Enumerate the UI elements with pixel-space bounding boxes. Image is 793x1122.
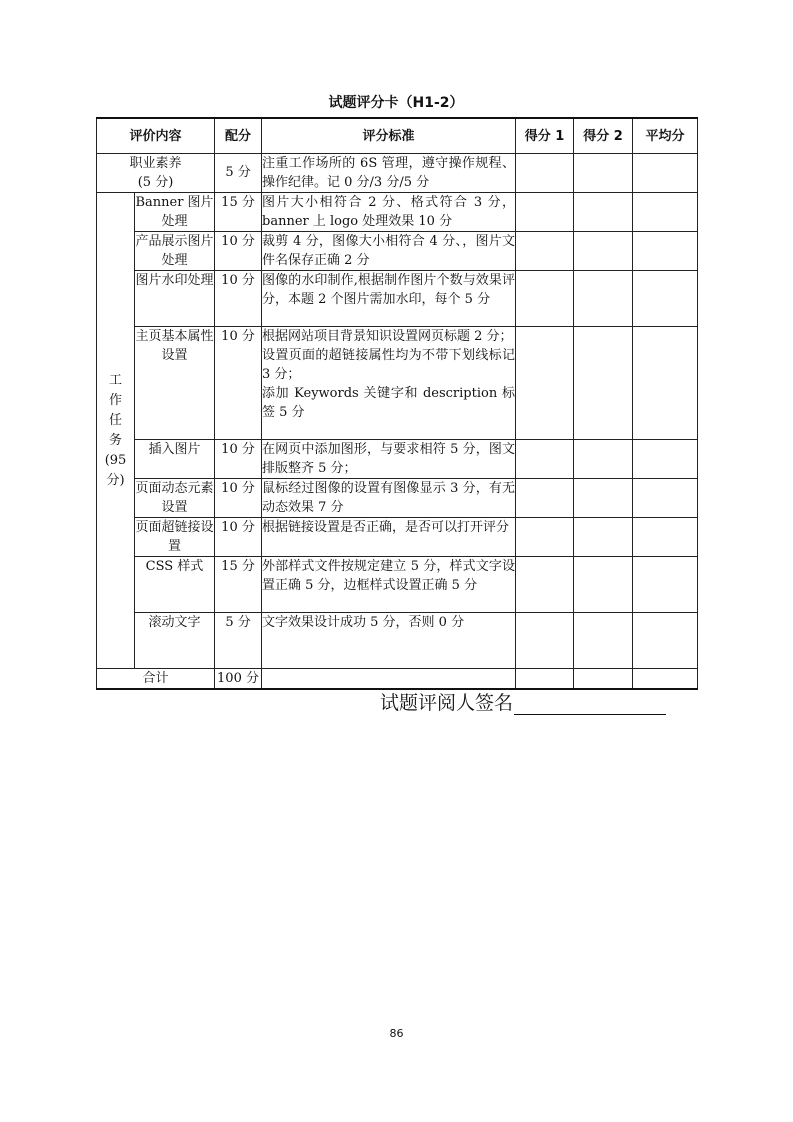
header-score-2: 得分 2 (574, 118, 633, 154)
total-average-cell[interactable] (633, 669, 698, 690)
task-criteria: 鼠标经过图像的设置有图像显示 3 分，有无动态效果 7 分 (262, 479, 516, 518)
task-criteria: 根据网站项目背景知识设置网页标题 2 分； 设置页面的超链接属性均为不带下划线标记 3 分； 添加 Keywords 关键字和 description 标签 5 分 (262, 327, 516, 440)
header-points: 配分 (215, 118, 262, 154)
average-cell[interactable] (633, 327, 698, 440)
task-criteria: 裁剪 4 分，图像大小相符合 4 分、，图片文件名保存正确 2 分 (262, 232, 516, 271)
task-points: 10 分 (215, 271, 262, 327)
task-points: 10 分 (215, 518, 262, 557)
task-name: 页面动态元素设置 (135, 479, 215, 518)
task-row (97, 193, 698, 232)
total-score-2-cell[interactable] (574, 669, 633, 690)
total-points: 100 分 (215, 669, 262, 690)
score-1-cell[interactable] (516, 154, 574, 193)
score-1-cell[interactable] (516, 557, 574, 613)
header-score-1: 得分 1 (516, 118, 574, 154)
total-label: 合计 (97, 669, 215, 690)
score-2-cell[interactable] (574, 518, 633, 557)
score-1-cell[interactable] (516, 193, 574, 232)
task-row (97, 479, 698, 518)
task-points: 5 分 (215, 613, 262, 669)
average-cell[interactable] (633, 193, 698, 232)
task-criteria: 文字效果设计成功 5 分，否则 0 分 (262, 613, 516, 669)
score-2-cell[interactable] (574, 440, 633, 479)
total-criteria (262, 669, 516, 690)
score-1-cell[interactable] (516, 327, 574, 440)
task-criteria: 图片大小相符合 2 分、格式符合 3 分，banner 上 logo 处理效果 10 分 (262, 193, 516, 232)
task-criteria: 根据链接设置是否正确，是否可以打开评分 (262, 518, 516, 557)
average-cell[interactable] (633, 154, 698, 193)
task-row (97, 557, 698, 613)
task-name: 滚动文字 (135, 613, 215, 669)
score-card-table (96, 117, 698, 690)
task-points: 10 分 (215, 327, 262, 440)
signature-line[interactable] (514, 694, 666, 715)
average-cell[interactable] (633, 271, 698, 327)
task-row (97, 271, 698, 327)
task-points: 10 分 (215, 232, 262, 271)
total-score-1-cell[interactable] (516, 669, 574, 690)
task-row (97, 232, 698, 271)
header-average: 平均分 (633, 118, 698, 154)
task-name: 主页基本属性设置 (135, 327, 215, 440)
task-points: 15 分 (215, 193, 262, 232)
task-name: 图片水印处理 (135, 271, 215, 327)
task-criteria: 外部样式文件按规定建立 5 分，样式文字设置正确 5 分，边框样式设置正确 5 分 (262, 557, 516, 613)
average-cell[interactable] (633, 557, 698, 613)
header-criteria: 评分标准 (262, 118, 516, 154)
score-1-cell[interactable] (516, 440, 574, 479)
total-row (97, 669, 698, 690)
page-number: 86 (389, 1027, 404, 1040)
score-2-cell[interactable] (574, 557, 633, 613)
task-row (97, 440, 698, 479)
task-name: Banner 图片处理 (135, 193, 215, 232)
score-1-cell[interactable] (516, 518, 574, 557)
score-1-cell[interactable] (516, 271, 574, 327)
task-row (97, 613, 698, 669)
task-name: 页面超链接设置 (135, 518, 215, 557)
score-2-cell[interactable] (574, 154, 633, 193)
task-criteria: 图像的水印制作,根据制作图片个数与效果评分，本题 2 个图片需加水印，每个 5 分 (262, 271, 516, 327)
signature-label: 试题评阅人签名 (380, 692, 514, 714)
task-row (97, 518, 698, 557)
task-name: 插入图片 (135, 440, 215, 479)
professional-row (97, 154, 698, 193)
professional-points: 5 分 (215, 154, 262, 193)
score-1-cell[interactable] (516, 479, 574, 518)
work-tasks-label: 工 作 任 务 (95 分) (97, 193, 135, 669)
average-cell[interactable] (633, 613, 698, 669)
average-cell[interactable] (633, 479, 698, 518)
professional-label: 职业素养 (5 分) (97, 154, 215, 193)
score-2-cell[interactable] (574, 193, 633, 232)
task-criteria: 在网页中添加图形，与要求相符 5 分，图文排版整齐 5 分； (262, 440, 516, 479)
professional-criteria: 注重工作场所的 6S 管理，遵守操作规程、操作纪律。记 0 分/3 分/5 分 (262, 154, 516, 193)
score-1-cell[interactable] (516, 613, 574, 669)
score-2-cell[interactable] (574, 479, 633, 518)
task-name: 产品展示图片处理 (135, 232, 215, 271)
score-1-cell[interactable] (516, 232, 574, 271)
header-content: 评价内容 (97, 118, 215, 154)
score-2-cell[interactable] (574, 327, 633, 440)
page-title: 试题评分卡（H1-2） (328, 95, 464, 111)
header-row (97, 118, 698, 154)
score-2-cell[interactable] (574, 271, 633, 327)
signature (380, 688, 666, 715)
score-2-cell[interactable] (574, 232, 633, 271)
score-2-cell[interactable] (574, 613, 633, 669)
average-cell[interactable] (633, 232, 698, 271)
task-points: 10 分 (215, 440, 262, 479)
average-cell[interactable] (633, 440, 698, 479)
average-cell[interactable] (633, 518, 698, 557)
task-points: 15 分 (215, 557, 262, 613)
task-points: 10 分 (215, 479, 262, 518)
task-name: CSS 样式 (135, 557, 215, 613)
task-row (97, 327, 698, 440)
